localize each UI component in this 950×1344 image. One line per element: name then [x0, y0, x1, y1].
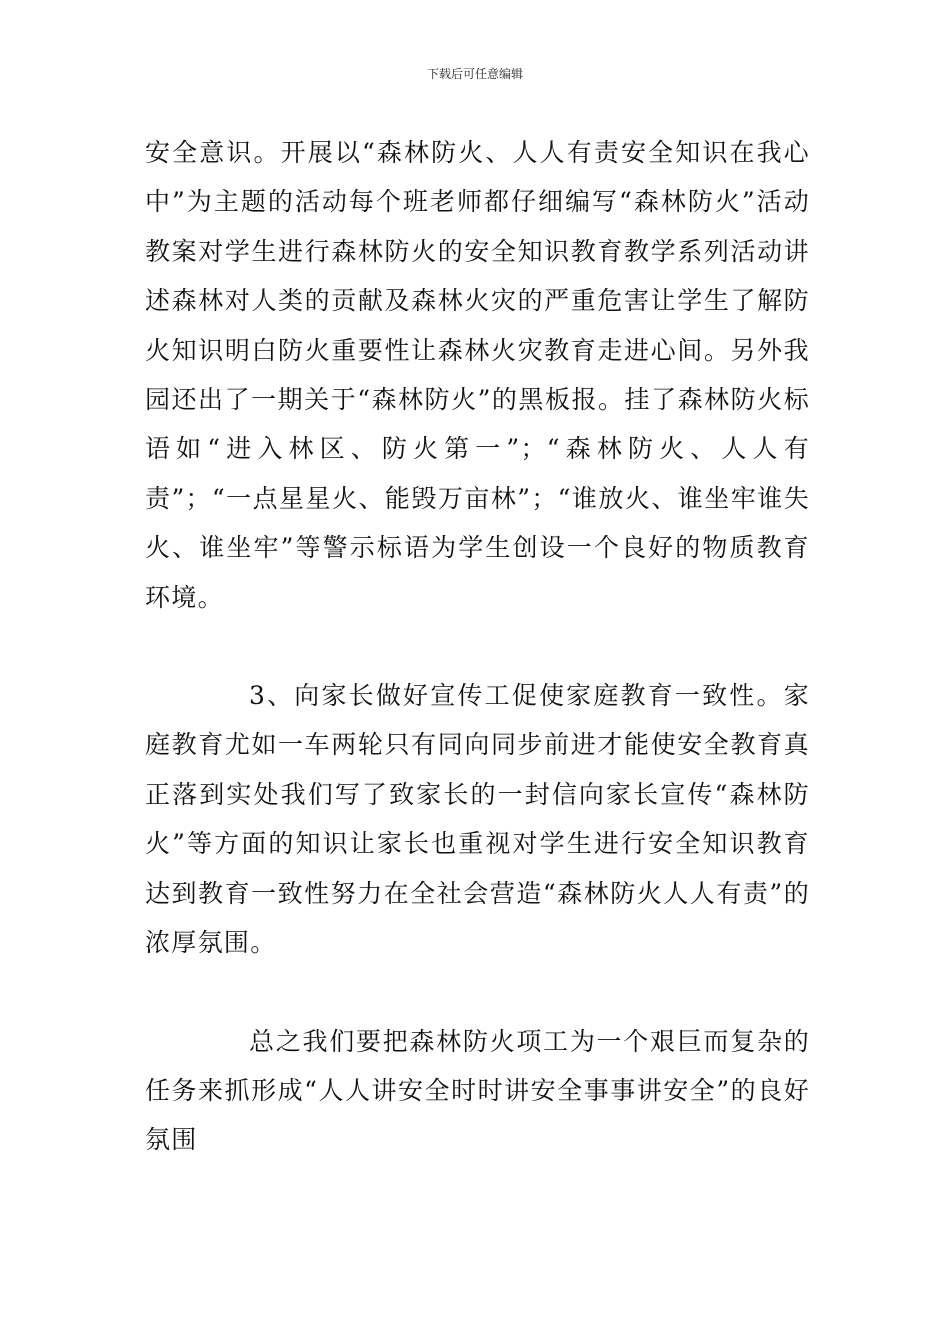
paragraph-parent-outreach: 3、向家长做好宣传工促使家庭教育一致性。家庭教育尤如一车两轮只有同向同步前进才能使安全教育真正落到实处我们写了致家长的一封信向家长宣传“森林防火”等方面的知识让家长也重视对学生进行安全知识教育达到教育一致性努力在全社会营造“森林防火人人有责”的浓厚氛围。	[145, 681, 810, 958]
paragraph-safety-awareness: 安全意识。开展以“森林防火、人人有责安全知识在我心中”为主题的活动每个班老师都仔细编写“森林防火”活动教案对学生进行森林防火的安全知识教育教学系列活动讲述森林对人类的贡献及森林火灾的严重危害让学生了解防火知识明白防火重要性让森林火灾教育走进心间。另外我园还出了一期关于“森林防火”的黑板报。挂了森林防火标语如“进入林区、防火第一”；“森林防火、人人有责”；“一点星星火、能毁万亩林”；“谁放火、谁坐牢谁失火、谁坐牢”等警示标语为学生创设一个良好的物质教育环境。	[145, 138, 810, 612]
document-body	[145, 128, 810, 1165]
paragraph-conclusion: 总之我们要把森林防火项工为一个艰巨而复杂的任务来抓形成“人人讲安全时时讲安全事事讲安全”的良好氛围	[145, 1026, 810, 1155]
page-header-note: 下载后可任意编辑	[426, 67, 523, 81]
